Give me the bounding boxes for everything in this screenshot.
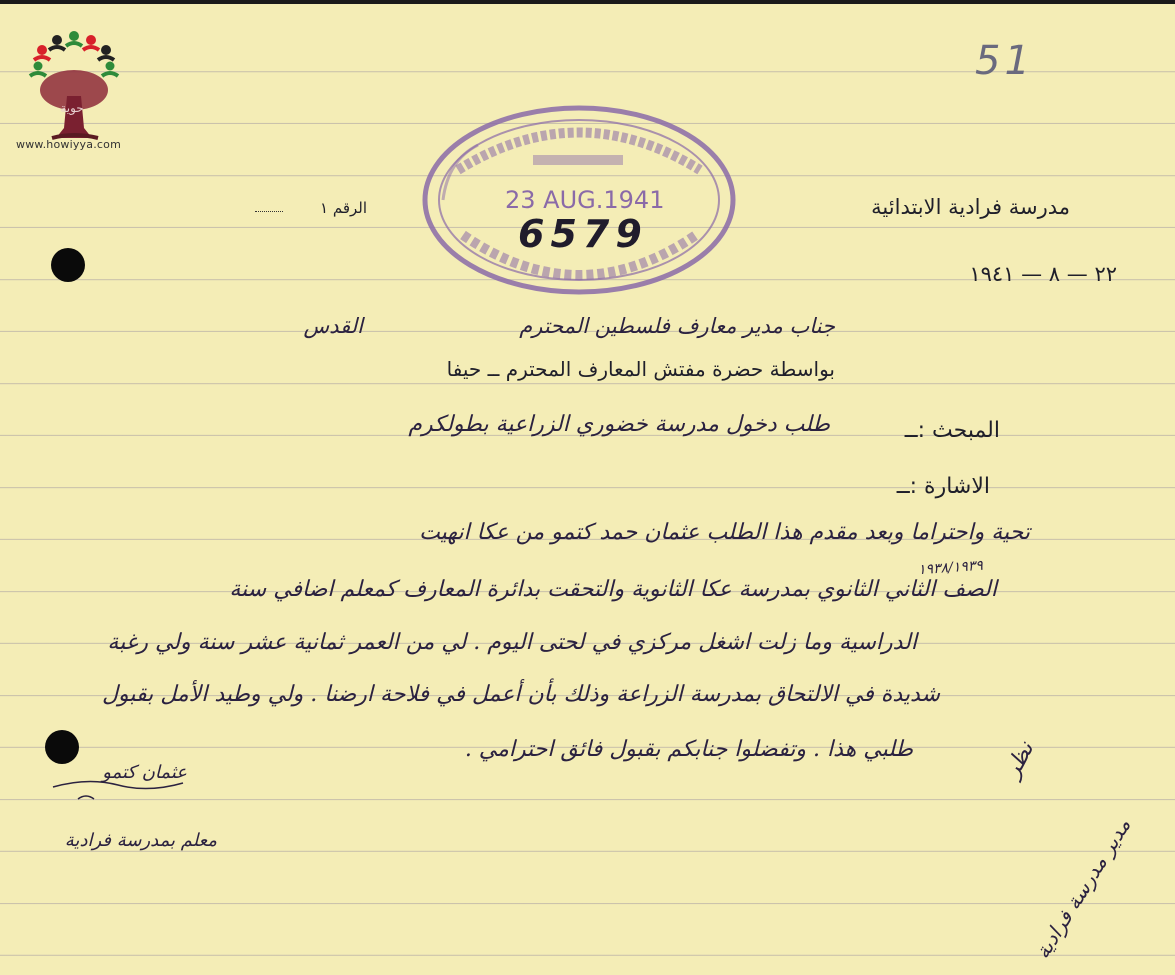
years-annotation: ١٩٣٨/١٩٣٩ xyxy=(917,557,984,579)
school-name: مدرسة فرادية الابتدائية xyxy=(871,195,1070,219)
addressee-line-2: بواسطة حضرة مفتش المعارف المحترم ــ حيفا xyxy=(446,357,835,381)
body-line: طلبي هذا . وتفضلوا جنابكم بقبول فائق احترامي . xyxy=(464,737,913,762)
body-line: الدراسية وما زلت اشغل مركزي في لحتى اليوم . لي من العمر ثمانية عشر سنة ولي رغبة xyxy=(107,630,917,655)
margin-note-signature: مدير مدرسة فرادية xyxy=(1030,814,1136,963)
signature-name: عثمان كتمو xyxy=(102,762,187,783)
stamp-number: 6579 xyxy=(518,212,648,256)
punch-hole-top xyxy=(51,248,85,282)
addressee-line-1: جناب مدير معارف فلسطين المحترم xyxy=(519,314,835,338)
logo-url[interactable]: www.howiyya.com xyxy=(16,138,121,151)
reference-number-dots xyxy=(255,211,283,212)
body-line: الصف الثاني الثانوي بمدرسة عكا الثانوية والتحقت بدائرة المعارف كمعلم اضافي سنة xyxy=(229,577,997,602)
letter-date: ٢٢ — ٨ — ١٩٤١ xyxy=(969,262,1117,286)
top-border xyxy=(0,0,1175,4)
signature-title: معلم بمدرسة فرادية xyxy=(64,830,217,851)
svg-text:حوية: حوية xyxy=(60,101,84,115)
subject-text: طلب دخول مدرسة خضوري الزراعية بطولكرم xyxy=(408,412,830,437)
reference-label: الاشارة :ــ xyxy=(896,474,990,499)
reference-number-label: الرقم ١ xyxy=(320,199,367,217)
addressee-city: القدس xyxy=(303,314,363,338)
tree-people-logo-icon xyxy=(12,18,142,158)
punch-hole-bottom xyxy=(45,730,79,764)
signature-flourish xyxy=(48,775,188,805)
body-line: تحية واحتراما وبعد مقدم هذا الطلب عثمان حمد كتمو من عكا انهيت xyxy=(419,520,1030,545)
margin-note: نظر xyxy=(1000,737,1040,782)
stamp-date: 23 AUG.1941 xyxy=(505,186,665,214)
subject-label: المبحث :ــ xyxy=(904,418,1000,443)
body-line: شديدة في الالتحاق بمدرسة الزراعة وذلك بأن أعمل في فلاحة ارضنا . ولي وطيد الأمل بقبول xyxy=(102,682,940,707)
page-number: 51 xyxy=(975,38,1034,84)
